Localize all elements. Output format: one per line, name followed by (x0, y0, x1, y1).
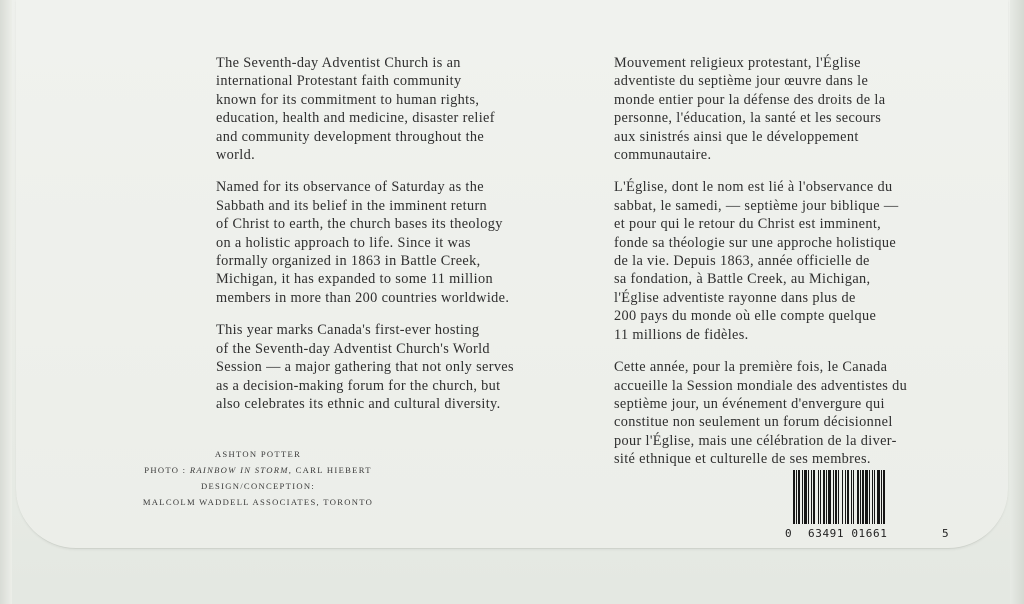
french-paragraph-3: Cette année, pour la première fois, le Canada accueille la Session mondiale des adventistes du septième jour, un événement d'envergure qui constitue non seulement un forum décisionnel pour l'Église, mais une célébration de la diver- sité ethnique et culturelle de ses membres. (614, 359, 908, 468)
barcode-bar (838, 470, 839, 524)
english-paragraph-3: This year marks Canada's first-ever hosting of the Seventh-day Adventist Church's World Session — a major gathering that not only serves as a decision-making forum for the church, but also celebrates its ethnic and cultural diversity. (216, 322, 514, 412)
barcode-bar (828, 470, 831, 524)
french-text-column (614, 54, 986, 483)
barcode-bar (869, 470, 870, 524)
credit-design-label: DESIGN/CONCEPTION: (200, 481, 316, 491)
credit-photographer: , CARL HIEBERT (288, 465, 372, 475)
credit-photo-line (108, 462, 408, 478)
barcode-bar (865, 470, 868, 524)
credit-design-firm: MALCOLM WADDELL ASSOCIATES, TORONTO (142, 497, 374, 507)
barcode-bar (813, 470, 815, 524)
english-text-column (216, 54, 596, 427)
barcode-bar (835, 470, 837, 524)
barcode-bar (857, 470, 859, 524)
envelope-right-edge (1010, 0, 1024, 604)
credit-designer: ASHTON POTTER (214, 449, 302, 459)
barcode (792, 470, 938, 524)
barcode-bar (833, 470, 834, 524)
envelope-left-edge (0, 0, 12, 604)
barcode-bar (802, 470, 803, 524)
english-paragraph-1: The Seventh-day Adventist Church is an international Protestant faith community known for its commitment to human rights, education, health and medicine, disaster relief and community development throughout the world. (216, 55, 495, 164)
barcode-bar (862, 470, 864, 524)
barcode-bar (874, 470, 875, 524)
barcode-bar (811, 470, 812, 524)
barcode-bars (792, 470, 938, 524)
credits-block (108, 446, 408, 510)
french-paragraph-2: L'Église, dont le nom est lié à l'observance du sabbat, le samedi, — septième jour biblique — et pour qui le retour du Christ est imminent, fonde sa théologie sur une approche holistique de la vie. Depuis 1863, année officielle de sa fondation, à Battle Creek, au Michigan, l'Église adventiste rayonne dans plus de 200 pays du monde où elle compte quelque 11 millions de fidèles. (614, 179, 899, 343)
barcode-bar (853, 470, 854, 524)
barcode-bar (804, 470, 807, 524)
barcode-bar (881, 470, 882, 524)
barcode-bar (851, 470, 852, 524)
french-paragraph-1: Mouvement religieux protestant, l'Église adventiste du septième jour œuvre dans le monde entier pour la défense des droits de la personne, l'éducation, la santé et les secours aux sinistrés ainsi que le développement communautaire. (614, 55, 886, 164)
credit-photo-prefix: PHOTO : (144, 465, 190, 475)
barcode-bar (823, 470, 825, 524)
barcode-bar (847, 470, 849, 524)
barcode-bar (860, 470, 861, 524)
barcode-bar (842, 470, 843, 524)
barcode-bar (808, 470, 809, 524)
credit-photo-title: RAINBOW IN STORM (189, 465, 289, 475)
barcode-bar (820, 470, 821, 524)
barcode-bar (793, 470, 795, 524)
barcode-bar (877, 470, 880, 524)
barcode-bar (796, 470, 797, 524)
barcode-bar (798, 470, 800, 524)
barcode-bar (872, 470, 873, 524)
english-paragraph-2: Named for its observance of Saturday as the Sabbath and its belief in the imminent return of Christ to earth, the church bases its theology on a holistic approach to life. Since it was formally organized in 1863 in Battle Creek, Michigan, it has expanded to some 11 million members in more than 200 countries worldwide. (216, 179, 510, 306)
barcode-bar (818, 470, 819, 524)
barcode-left-digit: 0 (785, 527, 792, 540)
barcode-right-digit: 5 (942, 527, 949, 540)
barcode-bar (845, 470, 846, 524)
barcode-number: 63491 01661 (808, 527, 888, 540)
barcode-bar (826, 470, 827, 524)
barcode-bar (883, 470, 885, 524)
